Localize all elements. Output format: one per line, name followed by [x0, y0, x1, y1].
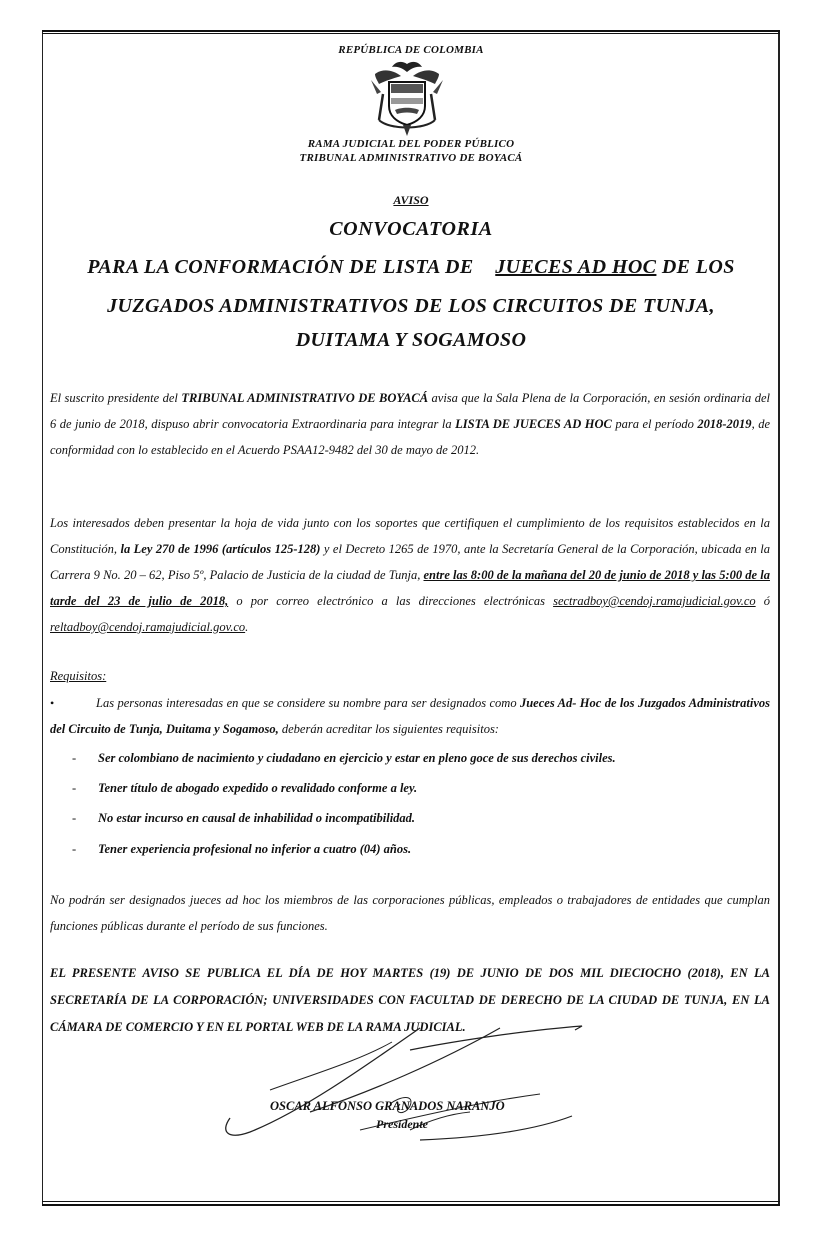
- notice-title-line3: DUITAMA Y SOGAMOSO: [295, 329, 527, 351]
- req-intro-text-2: deberán acreditar los siguientes requisitos:: [278, 722, 499, 736]
- p2-text-4: ó: [755, 594, 770, 608]
- title-pre: PARA LA CONFORMACIÓN DE LISTA DE: [87, 256, 474, 278]
- top-rule: [42, 30, 780, 34]
- p1-text-2: avisa que la Sala Plena de la Corporación, en sesión ordinaria del 6 de junio de 2018, dispuso abrir convocatoria Extraordinaria para integrar la: [50, 391, 770, 431]
- p2-law: la Ley 270 de 1996 (artículos 125-128): [120, 542, 321, 556]
- title-post: DE LOS: [661, 256, 735, 278]
- aviso-label: AVISO: [393, 193, 429, 207]
- publication-paragraph: EL PRESENTE AVISO SE PUBLICA EL DÍA DE HOY MARTES (19) DE JUNIO DE DOS MIL DIECIOCHO (2018), EN LA SECRETARÍA DE LA CORPORACIÓN; UNIVERSIDADES CON FACULTAD DE DERECHO DE LA CIUDAD DE TUNJA, EN LA CÁMARA DE COMERCIO Y EN EL PORTAL WEB DE LA RAMA JUDICIAL.: [50, 966, 770, 1034]
- title-underlined: JUECES AD HOC: [495, 256, 657, 278]
- colombia-coat-of-arms-icon: [365, 58, 449, 138]
- email-link-secretaria[interactable]: sectradboy@cendoj.ramajudicial.gov.co: [553, 594, 756, 608]
- dash-marker: -: [72, 842, 77, 856]
- p1-text-3: para el período: [611, 417, 698, 431]
- requirement-text: Tener título de abogado expedido o revalidado conforme a ley.: [98, 781, 418, 795]
- requirement-item: [72, 781, 772, 796]
- requirement-text: Ser colombiano de nacimiento y ciudadano en ejercicio y estar en pleno goce de sus derechos civiles.: [98, 751, 616, 765]
- p2-text-2: y el Decreto 1265 de 1970, ante la Secretaría General de la Corporación, ubicada en la Carrera 9 No. 20 – 62, Piso 5º, Palacio de Justicia de la ciudad de Tunja,: [50, 542, 770, 582]
- p2-deadline: entre las 8:00 de la mañana del 20 de junio de 2018 y las 5:00 de la tarde del 23 de julio de 2018,: [50, 568, 770, 608]
- requirements-intro: [50, 690, 770, 742]
- p1-text-1: El suscrito presidente del: [50, 391, 182, 405]
- requirement-item: [72, 842, 772, 857]
- country-header: REPÚBLICA DE COLOMBIA: [338, 44, 484, 56]
- dash-marker: -: [72, 811, 77, 825]
- requirement-item: [72, 811, 772, 826]
- p2-text-5: .: [245, 620, 249, 634]
- p1-court-name: TRIBUNAL ADMINISTRATIVO DE BOYACÁ: [181, 391, 429, 405]
- req-intro-position: Jueces Ad- Hoc de los Juzgados Administrativos del Circuito de Tunja, Duitama y Sogamoso,: [50, 696, 771, 736]
- requirement-text: Tener experiencia profesional no inferior a cuatro (04) años.: [98, 842, 412, 856]
- p2-text-1: Los interesados deben presentar la hoja de vida junto con los soportes que certifiquen el cumplimiento de los requisitos establecidos en la Constitución,: [50, 516, 770, 556]
- p1-list-name: LISTA DE JUECES AD HOC: [455, 417, 612, 431]
- bottom-rule: [42, 1201, 780, 1206]
- announcement-paragraph: [50, 385, 770, 463]
- convocatoria-heading: CONVOCATORIA: [329, 218, 493, 240]
- req-intro-text-1: Las personas interesadas en que se considere su nombre para ser designados como: [96, 696, 520, 710]
- court-header: TRIBUNAL ADMINISTRATIVO DE BOYACÁ: [299, 152, 523, 164]
- notice-title-line2: JUZGADOS ADMINISTRATIVOS DE LOS CIRCUITOS DE TUNJA,: [107, 295, 715, 317]
- requirements-title: Requisitos:: [50, 669, 107, 683]
- dash-marker: -: [72, 751, 77, 765]
- submission-paragraph: [50, 510, 770, 640]
- dash-marker: -: [72, 781, 77, 795]
- requirement-text: No estar incurso en causal de inhabilidad o incompatibilidad.: [98, 811, 416, 825]
- p2-text-3: o por correo electrónico a las direcciones electrónicas: [228, 594, 554, 608]
- email-link-relatoria[interactable]: reltadboy@cendoj.ramajudicial.gov.co: [50, 620, 246, 634]
- branch-header: RAMA JUDICIAL DEL PODER PÚBLICO: [307, 138, 515, 150]
- p1-text-4: , de conformidad con lo establecido en el Acuerdo PSAA12-9482 del 30 de mayo de 2012.: [50, 417, 770, 457]
- signatory-role: Presidente: [376, 1117, 428, 1131]
- notice-title-line1: [42, 256, 780, 279]
- p1-period: 2018-2019: [697, 417, 752, 431]
- exclusion-paragraph: No podrán ser designados jueces ad hoc los miembros de las corporaciones públicas, empleados o trabajadores de entidades que cumplan funciones públicas durante el período de sus funciones.: [50, 893, 770, 933]
- requirement-item: [72, 751, 772, 766]
- signatory-name: OSCAR ALFONSO GRANADOS NARANJO: [270, 1099, 505, 1113]
- bullet-icon: •: [50, 696, 55, 710]
